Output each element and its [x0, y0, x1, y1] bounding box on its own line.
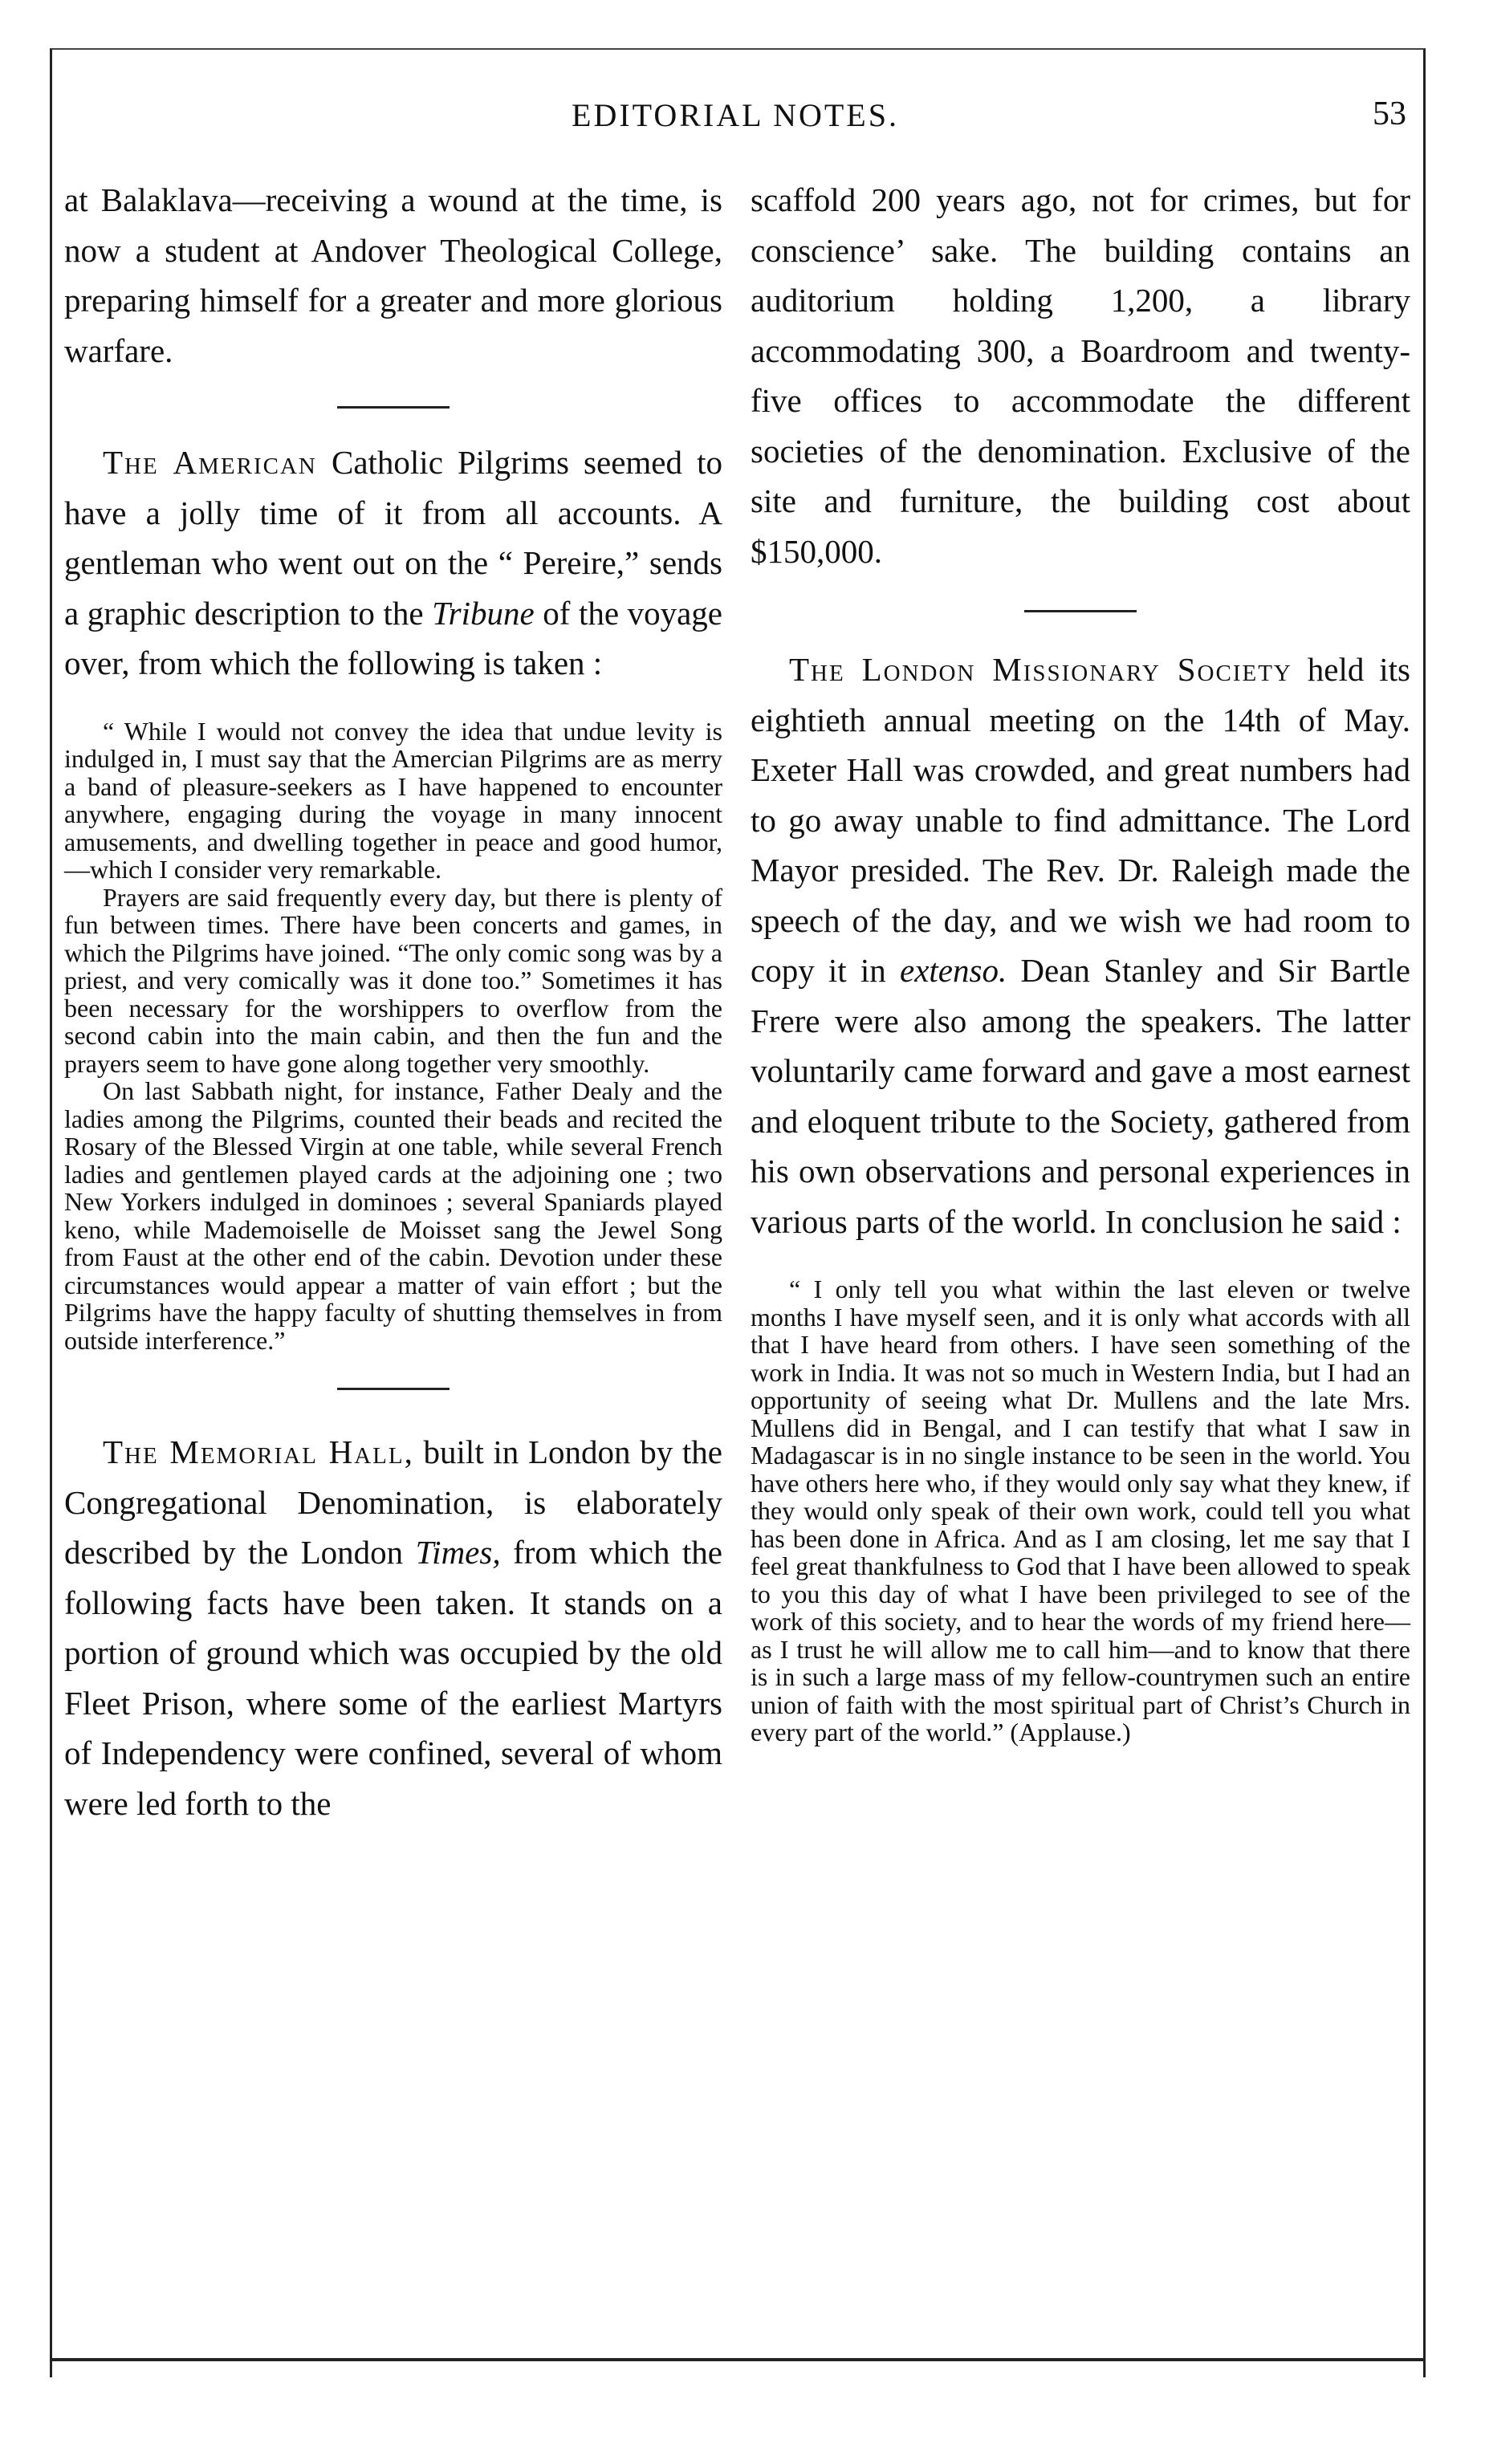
times-italic: Times, — [415, 1534, 501, 1571]
missionary-society-text: held its eightieth annual meeting on the 14th of May. Exeter Hall was crowded, and great numbers had to go away unable to find admittance. The Lord Mayor presided. The Rev. Dr. Raleigh made the speech of the day, and we wish we had room to copy it in — [751, 651, 1411, 989]
memorial-hall-paragraph — [64, 1427, 722, 1828]
pilgrims-lead: The American — [103, 444, 317, 481]
pilgrims-text: Catholic Pilgrims seemed to have a jolly time of it from all accounts. A gentleman who went out on the “ Pereire,” sends a graphic description to the — [64, 444, 722, 632]
missionary-society-lead: The London Missionary Society — [789, 651, 1292, 688]
section-divider — [1024, 610, 1137, 612]
left-column — [64, 175, 722, 1828]
quote-paragraph: On last Sabbath night, for instance, Father Dealy and the ladies among the Pilgrims, counted their beads and recited the Rosary of the Blessed Virgin at one table, while several French ladies and gentlemen played cards at the adjoining one ; two New Yorkers indulged in dominoes ; several Spaniards played keno, while Mademoiselle de Moisset sang the Jewel Song from Faust at the other end of the cabin. Devotion under these circumstances would appear a matter of vain effort ; but the Pilgrims have the happy faculty of shutting themselves in from outside interference.” — [64, 1076, 722, 1355]
running-head: EDITORIAL NOTES. — [572, 97, 899, 133]
missionary-society-paragraph — [751, 644, 1410, 1246]
quote-paragraph: Prayers are said frequently every day, but there is plenty of fun between times. There have been concerts and games, in which the Pilgrims have joined. “The only comic song was by a priest, and very comically was it done too.” Sometimes it has been necessary for the worshippers to overflow from the second cabin into the main cabin, and then the fun and the prayers seem to have gone along together very smoothly. — [64, 882, 722, 1078]
frere-quote — [751, 1275, 1410, 1746]
page-number: 53 — [1373, 96, 1406, 132]
pilgrims-paragraph — [64, 437, 722, 689]
memorial-hall-text-end: from which the following facts have been taken. It stands on a portion of ground which was occupied by the old Fleet Prison, where some of the earliest Martyrs of Independency were confined, several of whom were led forth to the — [64, 1534, 723, 1822]
section-divider — [337, 1388, 450, 1390]
pilgrims-quote — [64, 718, 722, 1355]
missionary-society-text-end: Dean Stanley and Sir Bartle Frere were also among the speakers. The latter voluntarily came forward and gave a most earnest and eloquent tribute to the Society, gathered from his own observations and personal experiences in various parts of the world. In conclusion he said : — [751, 952, 1410, 1240]
pilgrims-text-end: of the voyage over, from which the following is taken : — [64, 594, 723, 681]
extenso-italic: extenso. — [900, 952, 1007, 989]
memorial-hall-text: built in London by the Congregational Denomination, is elaborately described by the London — [64, 1433, 722, 1571]
tribune-italic: Tribune — [432, 594, 535, 632]
bottom-rule — [50, 2358, 1424, 2361]
memorial-hall-lead: The Memorial Hall, — [103, 1433, 414, 1470]
quote-paragraph: “ I only tell you what within the last eleven or twelve months I have myself seen, and it is only what accords with all that I have heard from others. I have seen something of the work in India. It was not so much in Western India, but I had an opportunity of seeing what Dr. Mullens and the late Mrs. Mullens did in Bengal, and I can testify that what I saw in Madagascar is in no single instance to be seen in the world. You have others here who, if they would only say what they knew, if they would only speak of their own work, could tell you what has been done in Africa. And as I am closing, let me say that I feel great thankfulness to God that I have been allowed to speak to you this day of what I have been privileged to see of the work of this society, and to hear the words of my friend here—as I trust he will allow me to call him—and to know that there is in such a large mass of my fellow-countrymen such an entire union of faith with the most spiritual part of Christ’s Church in every part of the world.” (Applause.) — [751, 1275, 1410, 1746]
quote-paragraph: “ While I would not convey the idea that undue levity is indulged in, I must say that the Amercian Pilgrims are as merry a band of pleasure-seekers as I have happened to encounter anywhere, engaging during the voyage in many innocent amusements, and dwelling together in peace and good humor,—which I consider very remarkable. — [64, 716, 722, 884]
balaklava-paragraph: at Balaklava—receiving a wound at the time, is now a student at Andover Theological College, preparing himself for a greater and more glorious warfare. — [64, 181, 722, 369]
page-header — [50, 87, 1421, 143]
building-paragraph: scaffold 200 years ago, not for crimes, but for conscience’ sake. The building contains an auditorium holding 1,200, a library accommodating 300, a Boardroom and twenty-five offices to accommodate the different societies of the denomination. Exclusive of the site and furniture, the building cost about $150,000. — [751, 181, 1410, 570]
section-divider — [337, 406, 450, 409]
right-column — [751, 175, 1410, 1746]
